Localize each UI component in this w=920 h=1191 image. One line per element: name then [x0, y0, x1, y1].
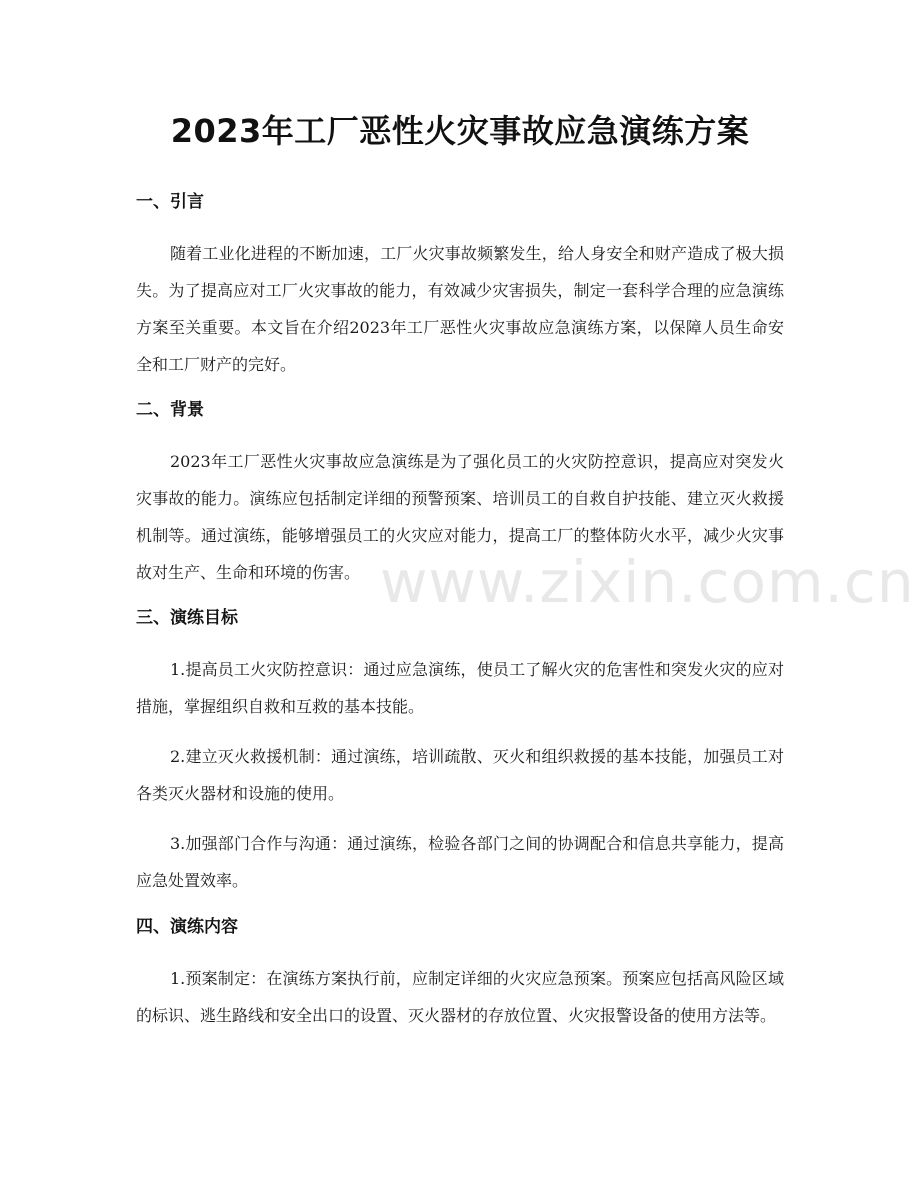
paragraph-goal-2: 2.建立灭火救援机制：通过演练，培训疏散、灭火和组织救援的基本技能，加强员工对各类灭火器材和设施的使用。: [136, 747, 784, 803]
paragraph-intro: 随着工业化进程的不断加速，工厂火灾事故频繁发生，给人身安全和财产造成了极大损失。为了提高应对工厂火灾事故的能力，有效减少灾害损失，制定一套科学合理的应急演练方案至关重要。本文旨在介绍2023年工厂恶性火灾事故应急演练方案，以保障人员生命安全和工厂财产的完好。: [136, 244, 784, 374]
document-title: 2023年工厂恶性火灾事故应急演练方案: [170, 112, 750, 150]
section-heading-goals: 三、演练目标: [136, 608, 238, 628]
watermark-text: www.zixin.com.cn: [380, 548, 915, 616]
paragraph-goal-3: 3.加强部门合作与沟通：通过演练，检验各部门之间的协调配合和信息共享能力，提高应急处置效率。: [136, 834, 784, 890]
paragraph-content-1: 1.预案制定：在演练方案执行前，应制定详细的火灾应急预案。预案应包括高风险区域的标识、逃生路线和安全出口的设置、灭火器材的存放位置、火灾报警设备的使用方法等。: [136, 969, 784, 1025]
section-heading-content: 四、演练内容: [136, 917, 238, 937]
section-heading-background: 二、背景: [136, 400, 204, 420]
paragraph-background: 2023年工厂恶性火灾事故应急演练是为了强化员工的火灾防控意识，提高应对突发火灾事故的能力。演练应包括制定详细的预警预案、培训员工的自救自护技能、建立灭火救援机制等。通过演练，能够增强员工的火灾应对能力，提高工厂的整体防火水平，减少火灾事故对生产、生命和环境的伤害。: [136, 452, 784, 582]
paragraph-goal-1: 1.提高员工火灾防控意识：通过应急演练，使员工了解火灾的危害性和突发火灾的应对措施，掌握组织自救和互救的基本技能。: [136, 660, 784, 716]
section-heading-intro: 一、引言: [136, 192, 204, 212]
